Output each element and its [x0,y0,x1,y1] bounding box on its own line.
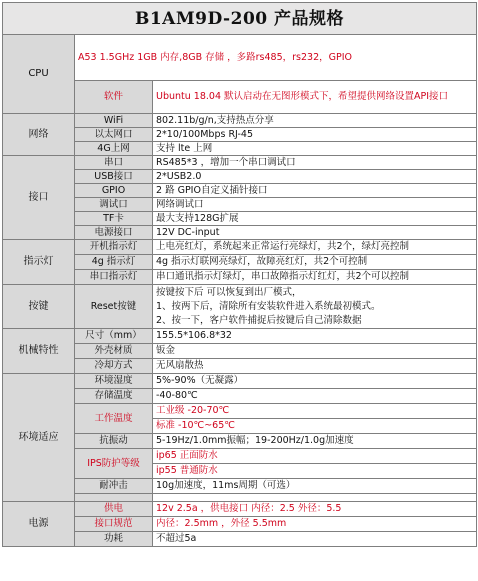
reset-line-1: 按键按下后 可以恢复到出厂模式， [156,286,302,298]
interfaces-label: 接口 [3,156,75,240]
reset-line-3: 2、按一下，客户软件捕捉后按键后自己清除数据 [156,314,362,326]
interface-usb-value: 2*USB2.0 [153,170,477,184]
interface-debug-label: 调试口 [75,198,153,212]
interface-usb-label: USB接口 [75,170,153,184]
env-ip-front: ip65 正面防水 [153,449,477,464]
reset-button-description [153,285,477,329]
indicator-power-value: 上电亮红灯，系统起来正常运行亮绿灯，共2个，绿灯亮控制 [153,240,477,255]
spec-sheet [2,2,476,577]
env-worktemp-label: 工作温度 [75,404,153,434]
network-ethernet-label: 以太网口 [75,128,153,142]
env-spacer-label [75,494,153,502]
reset-line-2: 1、按两下后，清除所有安装软件进入系统最初模式。 [156,300,381,312]
env-ip-label: IPS防护等级 [75,449,153,479]
indicators-label: 指示灯 [3,240,75,285]
indicator-power-label: 开机指示灯 [75,240,153,255]
env-worktemp-standard: 标准 -10℃~65℃ [153,419,477,434]
indicator-serial-value: 串口通讯指示灯绿灯，串口故障指示灯红灯，共2个可以控制 [153,270,477,285]
page-title: B1AM9D-200 产品规格 [3,3,477,35]
spec-table [2,2,477,547]
mechanical-cooling-value: 无风扇散热 [153,359,477,374]
mechanical-material-label: 外壳材质 [75,344,153,359]
env-vibration-label: 抗振动 [75,434,153,449]
mechanical-size-label: 尺寸（mm） [75,329,153,344]
interface-tf-label: TF卡 [75,212,153,226]
power-spec-label: 接口规范 [75,517,153,532]
mechanical-label: 机械特性 [3,329,75,374]
env-worktemp-industrial: 工业级 -20-70℃ [153,404,477,419]
buttons-label: 按键 [3,285,75,329]
power-consumption-label: 功耗 [75,532,153,547]
env-humidity-value: 5%-90%（无凝露） [153,374,477,389]
env-ip-normal: ip55 普通防水 [153,464,477,479]
interface-gpio-label: GPIO [75,184,153,198]
network-ethernet-value: 2*10/100Mbps RJ-45 [153,128,477,142]
mechanical-size-value: 155.5*106.8*32 [153,329,477,344]
power-consumption-value: 不超过5a [153,532,477,547]
power-spec-value: 内径：2.5mm ，外径 5.5mm [153,517,477,532]
network-wifi-value: 802.11b/g/n,支持热点分享 [153,114,477,128]
env-vibration-value: 5-19Hz/1.0mm振幅；19-200Hz/1.0g加速度 [153,434,477,449]
software-value: Ubuntu 18.04 默认启动在无图形模式下，希望提供网络设置API接口 [153,81,477,114]
env-shock-label: 耐冲击 [75,479,153,494]
env-storage-value: -40-80℃ [153,389,477,404]
power-label: 电源 [3,502,75,547]
mechanical-cooling-label: 冷却方式 [75,359,153,374]
interface-debug-value: 网络调试口 [153,198,477,212]
interface-serial-label: 串口 [75,156,153,170]
interface-power-value: 12V DC-input [153,226,477,240]
env-humidity-label: 环境湿度 [75,374,153,389]
network-4g-label: 4G上网 [75,142,153,156]
cpu-label: CPU [3,35,75,114]
interface-serial-value: RS485*3 ，增加一个串口调试口 [153,156,477,170]
interface-tf-value: 最大支持128G扩展 [153,212,477,226]
mechanical-material-value: 钣金 [153,344,477,359]
interface-power-label: 电源接口 [75,226,153,240]
interface-gpio-value: 2 路 GPIO自定义插针接口 [153,184,477,198]
network-label: 网络 [3,114,75,156]
env-storage-label: 存储温度 [75,389,153,404]
indicator-4g-label: 4g 指示灯 [75,255,153,270]
network-4g-value: 支持 lte 上网 [153,142,477,156]
power-supply-value: 12v 2.5a ，供电接口 内径：2.5 外径：5.5 [153,502,477,517]
cpu-value: A53 1.5GHz 1GB 内存,8GB 存储 ，多路rs485，rs232，GPIO [75,35,477,81]
environment-label: 环境适应 [3,374,75,502]
env-shock-value: 10g加速度，11ms周期（可选） [153,479,477,494]
env-spacer-value [153,494,477,502]
indicator-4g-value: 4g 指示灯联网亮绿灯，故障亮红灯，共2个可控制 [153,255,477,270]
reset-button-label: Reset按键 [75,285,153,329]
network-wifi-label: WiFi [75,114,153,128]
power-supply-label: 供电 [75,502,153,517]
indicator-serial-label: 串口指示灯 [75,270,153,285]
software-label: 软件 [75,81,153,114]
